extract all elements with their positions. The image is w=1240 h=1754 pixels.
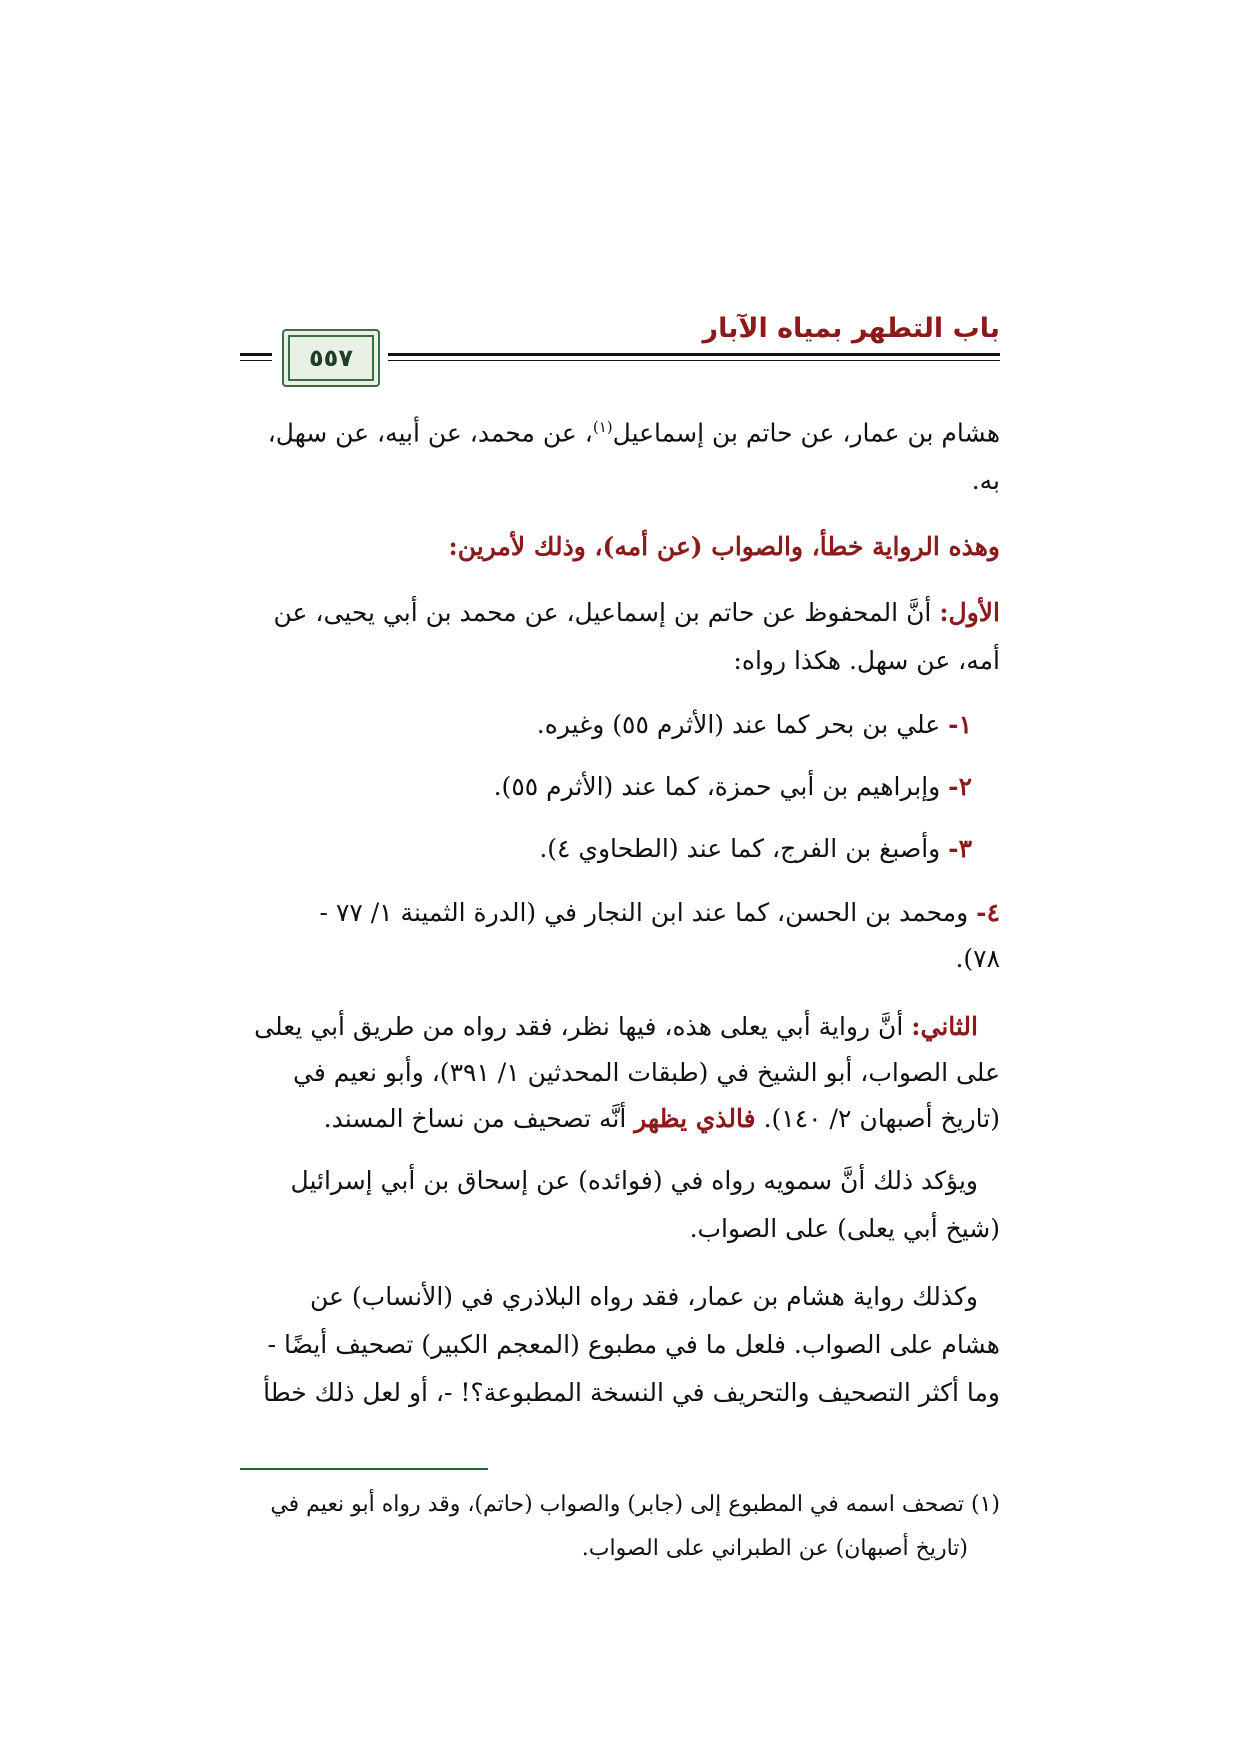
paragraph-line: أمه، عن سهل. هكذا رواه: [733,646,1000,675]
paragraph-line: على الصواب، أبو الشيخ في (طبقات المحدثين ١/ ٣٩١)، وأبو نعيم في [293,1058,1000,1087]
list-item-text: وإبراهيم بن أبي حمزة، كما عند (الأثرم ٥٥). [493,772,949,801]
list-item-number: ١- [948,710,972,739]
list-item-number: ٢- [948,772,972,801]
point-label-second: الثاني: [911,1012,978,1041]
footnote-separator [240,1468,488,1470]
paragraph-line: وكذلك رواية هشام بن عمار، فقد رواه البلاذري في (الأنساب) عن [310,1282,978,1311]
paragraph-line: ٧٨). [955,944,1000,973]
footnote-marker: (١) [592,418,613,436]
list-item [240,898,1000,928]
paragraph-line [240,1012,978,1042]
list-item-text: ومحمد بن الحسن، كما عند ابن النجار في (الدرة الثمينة ١/ ٧٧ - [319,898,977,927]
list-item [240,772,972,802]
point-label-first: الأول: [939,598,1000,627]
text-run: أنَّ المحفوظ عن حاتم بن إسماعيل، عن محمد بن أبي يحيى، عن [273,598,940,627]
list-item [240,834,972,864]
paragraph-line: ويؤكد ذلك أنَّ سمويه رواه في (فوائده) عن إسحاق بن أبي إسرائيل [290,1166,978,1195]
page-header [240,305,1000,385]
paragraph-line: (شيخ أبي يعلى) على الصواب. [689,1214,1000,1243]
text-run: أنَّ رواية أبي يعلى هذه، فيها نظر، فقد رواه من طريق أبي يعلى [254,1012,912,1041]
list-item-text: علي بن بحر كما عند (الأثرم ٥٥) وغيره. [536,710,949,739]
emphasis-text: فالذي يظهر [634,1104,756,1133]
list-item [240,710,972,740]
header-rule-right-thick [388,353,1000,356]
paragraph-line [240,598,1000,628]
text-run: ، عن محمد، عن أبيه، عن سهل، [267,418,593,448]
list-item-number: ٤- [976,898,1000,927]
paragraph-line [240,418,1000,448]
text-run: هشام بن عمار، عن حاتم بن إسماعيل [612,418,1000,448]
page-number: ٥٥٧ [309,344,353,372]
text-run: (تاريخ أصبهان ٢/ ١٤٠). [755,1104,1000,1133]
page-number-badge [282,329,380,387]
section-heading: وهذه الرواية خطأ، والصواب (عن أمه)، وذلك لأمرين: [448,532,1000,561]
list-item-number: ٣- [948,834,972,863]
paragraph-line: به. [971,466,1000,495]
header-rule-left-thin [240,360,272,361]
paragraph-line [240,1104,1000,1134]
footnote-line: (١) تصحف اسمه في المطبوع إلى (جابر) والصواب (حاتم)، وقد رواه أبو نعيم في [270,1492,1000,1517]
header-rule-left-thick [240,353,272,356]
footnote-line: (تاريخ أصبهان) عن الطبراني على الصواب. [581,1536,968,1561]
header-rule-right-thin [388,360,1000,361]
list-item-text: وأصبغ بن الفرج، كما عند (الطحاوي ٤). [539,834,949,863]
paragraph-line: هشام على الصواب. فلعل ما في مطبوع (المعجم الكبير) تصحيف أيضًا - [267,1330,1000,1359]
text-run: أنَّه تصحيف من نساخ المسند. [323,1104,635,1133]
paragraph-line: وما أكثر التصحيف والتحريف في النسخة المطبوعة؟! -، أو لعل ذلك خطأ [263,1378,1000,1407]
running-title: باب التطهر بمياه الآبار [702,313,1000,344]
